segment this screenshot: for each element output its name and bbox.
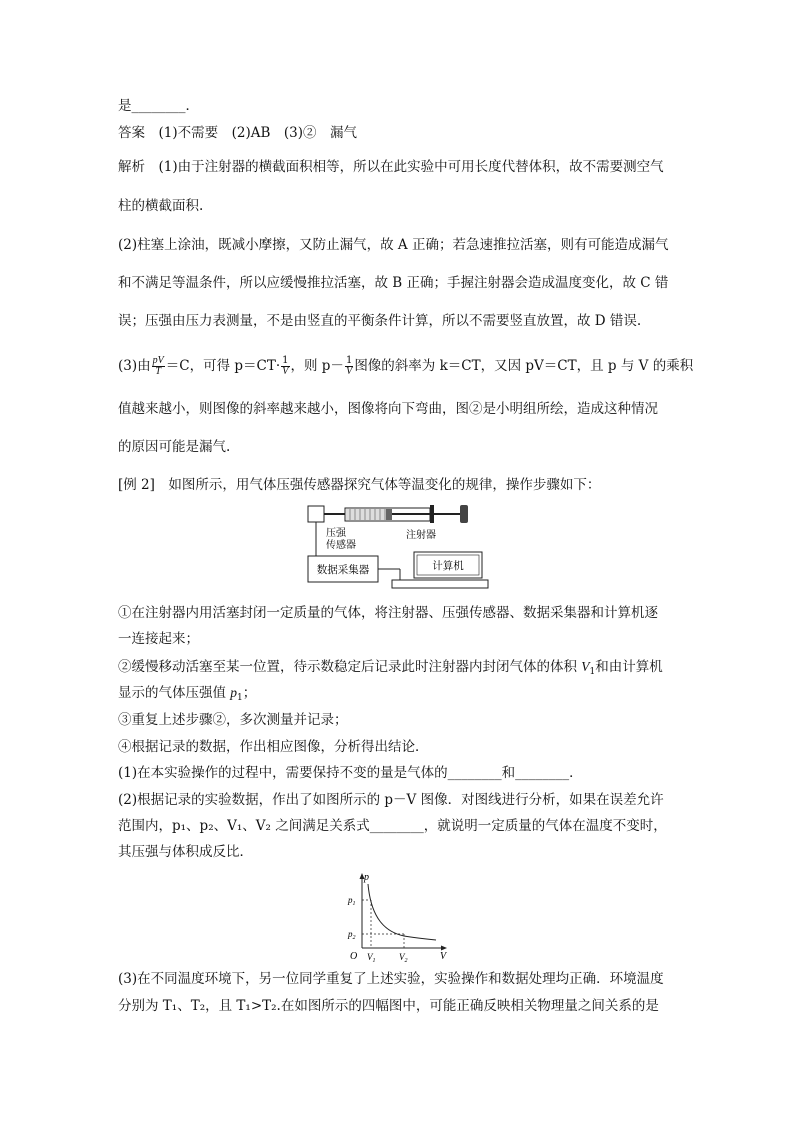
x-axis-label: V (440, 951, 447, 962)
question-3a: (3)在不同温度环境下，另一位同学重复了上述实验，实验操作和数据处理均正确．环境温度 (118, 971, 664, 987)
v2-label: $V_2$ (399, 952, 408, 962)
question-1: (1)在本实验操作的过程中，需要保持不变的量是气体的________和________． (118, 765, 583, 781)
answer-line (118, 124, 357, 142)
analysis-3-pre: (3)由 (118, 358, 151, 374)
question-3b: 分别为 T₁、T₂，且 T₁>T₂.在如图所示的四幅图中，可能正确反映相关物理量之间关系的是 (118, 998, 659, 1014)
syringe-plunger (386, 509, 392, 520)
fraction-1-v-b: $\frac{1}{V}$ (345, 355, 353, 377)
prev-question-tail: 是________． (118, 98, 199, 114)
analysis-3b: 值越来越小，则图像的斜率越来越小，图像将向下弯曲，图②是小明组所绘，造成这种情况 (118, 401, 658, 417)
analysis-3-end: 图像的斜率为 k＝CT，又因 pV＝CT，且 p 与 V 的乘积 (354, 358, 694, 374)
analysis-1b: 柱的横截面积. (118, 198, 204, 214)
plunger-handle (460, 505, 468, 523)
pv-graph (340, 870, 460, 962)
analysis-2c: 误；压强由压力表测量，不是由竖直的平衡条件计算，所以不需要竖直放置，故 D 错误. (118, 313, 642, 329)
step-1b: 一连接起来； (118, 631, 199, 647)
step-3: ③重复上述步骤②，多次测量并记录； (118, 712, 348, 728)
question-2b: 范围内，p₁、p₂、V₁、V₂ 之间满足关系式________，就说明一定质量的气体在温度不变时， (118, 818, 667, 834)
analysis-3 (118, 354, 693, 378)
analysis-3-mid1: ＝C，可得 p＝CT· (165, 358, 281, 374)
step-2a: ②缓慢移动活塞至某一位置，待示数稳定后记录此时注射器内封闭气体的体积 $V_1$和由计算机 (118, 659, 663, 677)
analysis-3-mid2: ，则 p－ (290, 358, 344, 374)
answer-label: 答案 (118, 125, 145, 141)
y-axis-label: p (364, 872, 369, 883)
v1-label: $V_1$ (367, 952, 376, 962)
analysis-line-1 (118, 158, 664, 176)
apparatus-figure (300, 500, 500, 600)
question-2a: (2)根据记录的实验数据，作出了如图所示的 p－V 图像．对图线进行分析，如果在误差允许 (118, 792, 664, 808)
p2-label: $p_2$ (348, 929, 356, 941)
analysis-1: (1)由于注射器的横截面积相等，所以在此实验中可用长度代替体积，故不需要测空气 (158, 159, 664, 175)
question-2c: 其压强与体积成反比． (118, 844, 253, 860)
step-4: ④根据记录的数据，作出相应图像，分析得出结论． (118, 739, 429, 755)
example-label: [例 2] (118, 477, 155, 493)
syringe-label: 注射器 (406, 530, 436, 541)
sensor-box (308, 506, 324, 522)
sensor-label-2: 传感器 (326, 540, 356, 551)
analysis-3c: 的原因可能是漏气. (118, 439, 231, 455)
example-intro-line (118, 476, 600, 494)
sensor-label-1: 压强 (326, 528, 346, 539)
p1-label: $p_1$ (348, 895, 356, 907)
analysis-2b: 和不满足等温条件，所以应缓慢推拉活塞，故 B 正确；手握注射器会造成温度变化，故 C 错 (118, 275, 669, 291)
computer-base (392, 580, 488, 588)
analysis-2: (2)柱塞上涂油，既减小摩擦，又防止漏气，故 A 正确；若急速推拉活塞，则有可能造成漏气 (118, 237, 669, 253)
collector-label: 数据采集器 (316, 565, 370, 576)
isotherm-curve (368, 884, 436, 940)
example-intro: 如图所示，用气体压强传感器探究气体等温变化的规律，操作步骤如下： (168, 477, 601, 493)
fraction-pv-t: $\frac{pV}{T}$ (152, 355, 164, 377)
origin-label: O (350, 951, 358, 962)
fraction-1-v-a: $\frac{1}{V}$ (282, 355, 289, 377)
analysis-label: 解析 (118, 159, 145, 175)
step-2b: 显示的气体压强值 $p_1$； (118, 685, 257, 703)
computer-label: 计算机 (432, 561, 464, 572)
answer-text: (1)不需要 (2)AB (3)② 漏气 (158, 125, 358, 141)
step-1a: ①在注射器内用活塞封闭一定质量的气体，将注射器、压强传感器、数据采集器和计算机逐 (118, 605, 658, 621)
